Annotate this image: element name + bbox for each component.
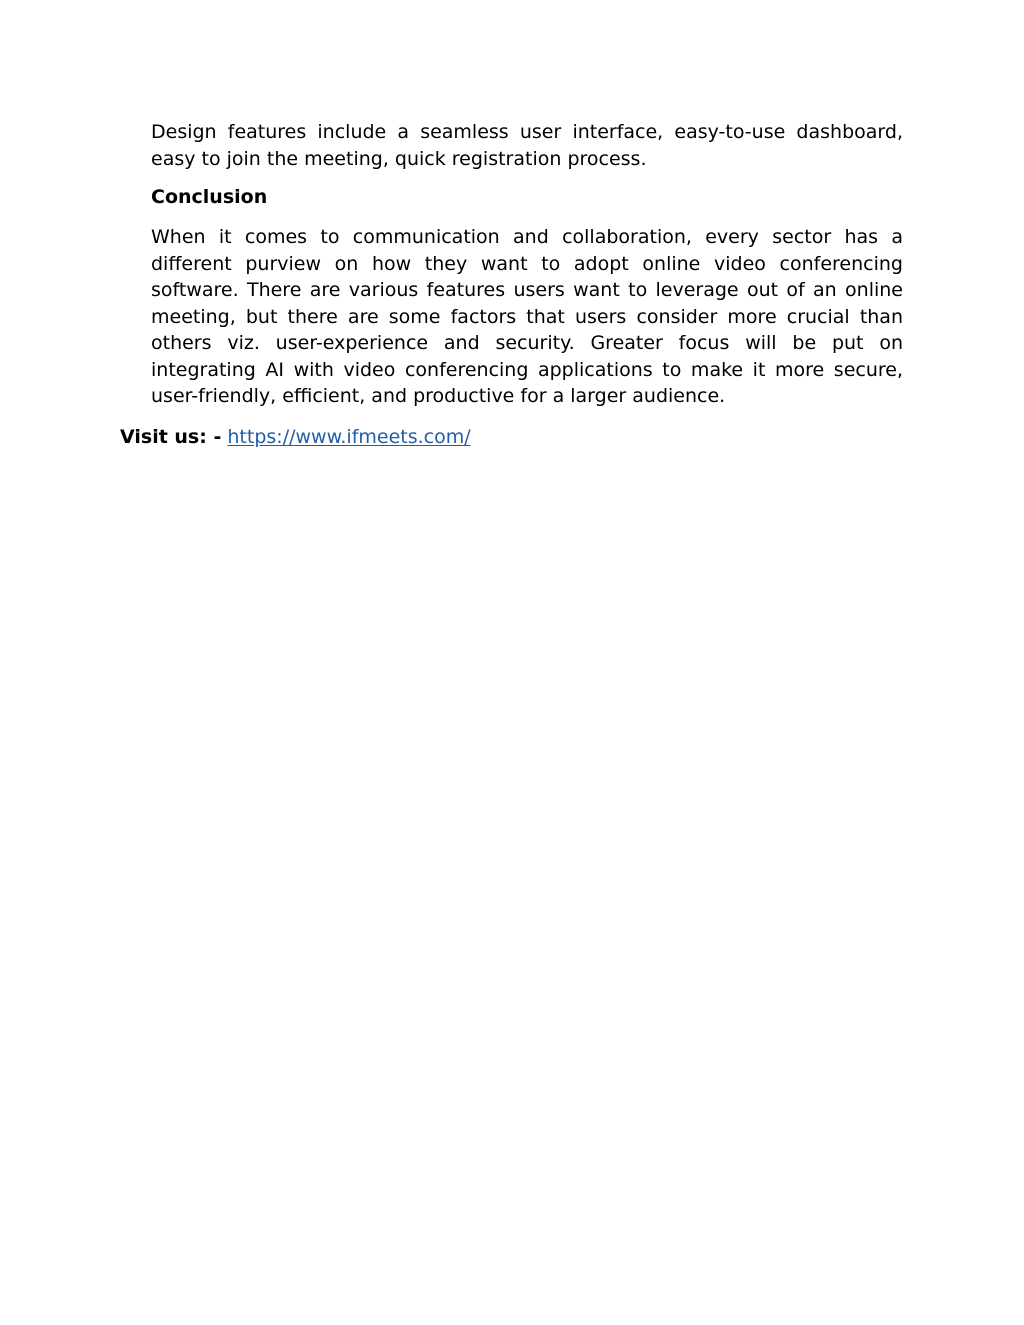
conclusion-heading: Conclusion (151, 186, 268, 208)
visit-us-label: Visit us: - (120, 426, 222, 448)
visit-us-line (120, 423, 471, 451)
intro-paragraph: Design features include a seamless user interface, easy-to-use dashboard, easy to join the meeting, quick registration process. (151, 121, 903, 170)
website-link[interactable]: https://www.ifmeets.com/ (227, 426, 471, 448)
conclusion-paragraph: When it comes to communication and collaboration, every sector has a different purview on how they want to adopt online video conferencing software. There are various features users want to leverage out of an online meeting, but there are some factors that users consider more crucial than others viz. user-experience and security. Greater focus will be put on integrating AI with video conferencing applications to make it more secure, user-friendly, efficient, and productive for a larger audience. (151, 226, 903, 407)
document-body (151, 119, 903, 410)
